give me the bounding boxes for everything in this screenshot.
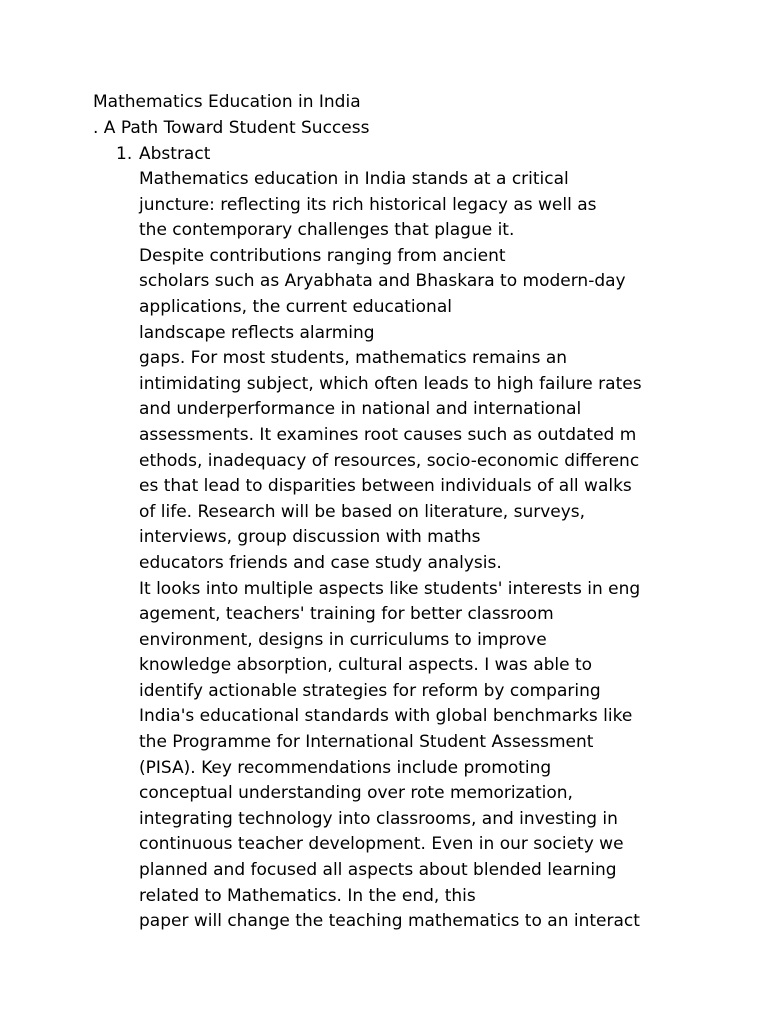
body-text-line: continuous teacher development. Even in our society we	[139, 834, 624, 855]
document-subtitle: . A Path Toward Student Success	[93, 118, 370, 138]
body-text-line: assessments. It examines root causes such as outdated m	[139, 424, 637, 445]
body-text-line: the Programme for International Student Assessment	[139, 732, 594, 753]
body-text-line: integrating technology into classrooms, and investing in	[139, 808, 618, 829]
body-text-line: It looks into multiple aspects like students' interests in eng	[139, 578, 641, 599]
body-text-line: intimidating subject, which often leads to high failure rates	[139, 373, 642, 394]
body-text-line: environment, designs in curriculums to improve	[139, 629, 547, 650]
body-text-line: Despite contributions ranging from ancient	[139, 245, 506, 266]
body-text-line: planned and focused all aspects about blended learning	[139, 860, 617, 881]
body-text-line: interviews, group discussion with maths	[139, 527, 481, 548]
body-text-line: and underperformance in national and international	[139, 399, 582, 420]
section-heading-text: Abstract	[139, 144, 211, 164]
section-heading	[116, 141, 210, 167]
body-text-line: Mathematics education in India stands at a critical	[139, 169, 569, 189]
body-text-line: landscape reflects alarming	[139, 322, 375, 343]
body-text-line: scholars such as Aryabhata and Bhaskara to modern-day	[139, 271, 626, 292]
body-text-line: identify actionable strategies for reform by comparing	[139, 680, 601, 701]
body-text-line: related to Mathematics. In the end, this	[139, 885, 476, 906]
body-text-line: gaps. For most students, mathematics remains an	[139, 348, 568, 369]
body-text-line: of life. Research will be based on literature, surveys,	[139, 501, 586, 522]
body-text-line: applications, the current educational	[139, 296, 452, 317]
body-text-line: India's educational standards with global benchmarks like	[139, 706, 633, 727]
body-text-line: paper will change the teaching mathematics to an interact	[139, 911, 640, 932]
body-text-line: ethods, inadequacy of resources, socio-economic differenc	[139, 450, 640, 471]
section-number: 1.	[116, 144, 133, 164]
body-text-line: juncture: reflecting its rich historical legacy as well as	[139, 194, 597, 215]
body-text-line: educators friends and case study analysis.	[139, 552, 502, 573]
body-text-line: conceptual understanding over rote memorization,	[139, 783, 573, 804]
document-title: Mathematics Education in India	[93, 92, 361, 112]
body-text-line: knowledge absorption, cultural aspects. I was able to	[139, 655, 593, 676]
body-text-line: es that lead to disparities between individuals of all walks	[139, 476, 632, 497]
body-text-line: (PISA). Key recommendations include promoting	[139, 757, 552, 778]
body-text-line: the contemporary challenges that plague it.	[139, 220, 515, 241]
abstract-body	[139, 167, 642, 935]
body-text-line: agement, teachers' training for better classroom	[139, 604, 554, 625]
